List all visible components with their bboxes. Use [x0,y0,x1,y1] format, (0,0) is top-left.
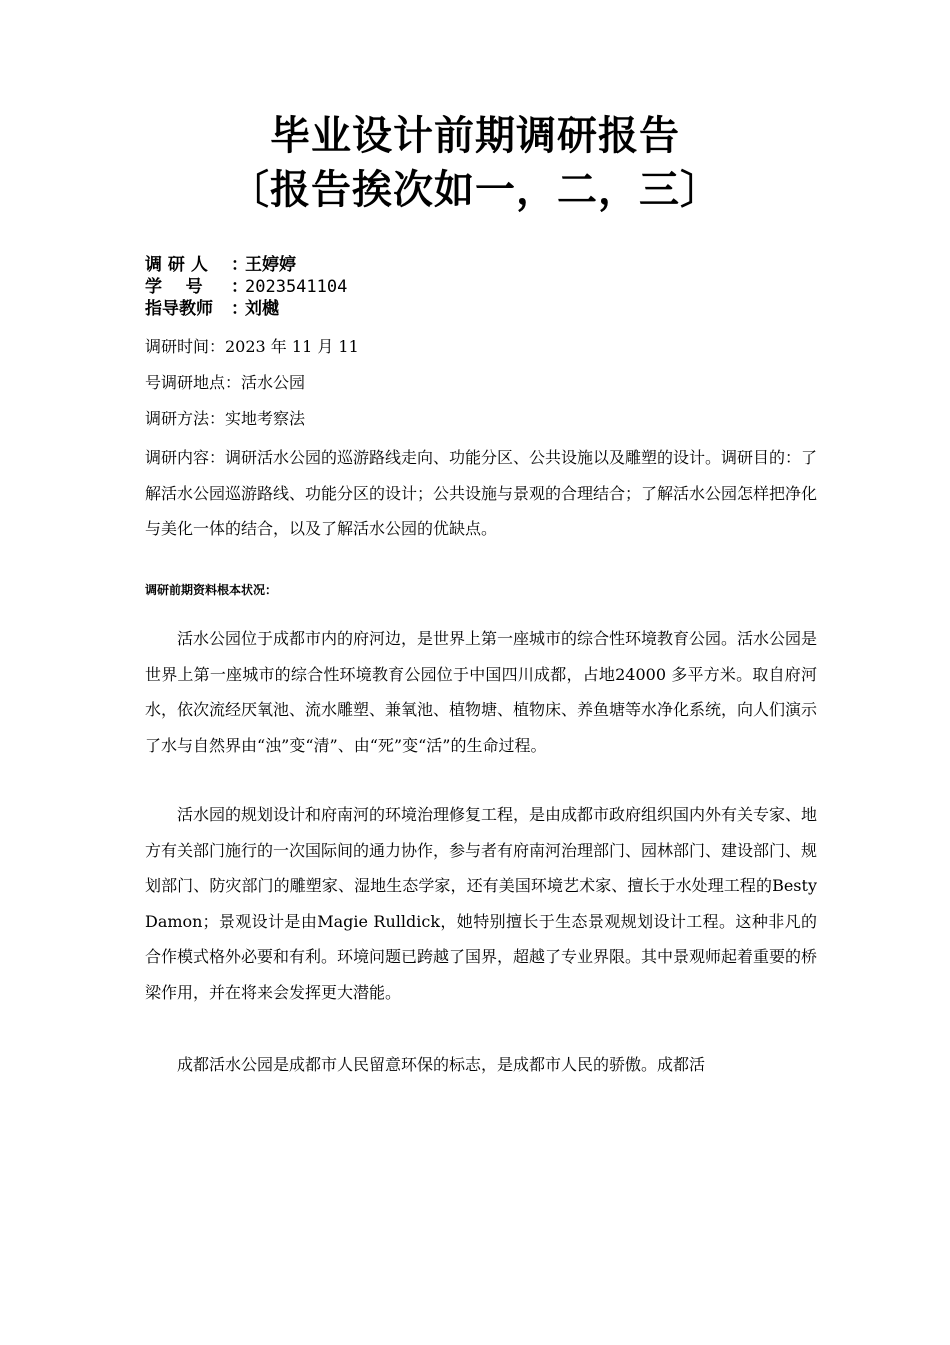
research-content-paragraph: 调研内容：调研活水公园的巡游路线走向、功能分区、公共设施以及雕塑的设计。调研目的：了解活水公园巡游路线、功能分区的设计；公共设施与景观的合理结合；了解活水公园怎样把净化与美化一体的结合，以及了解活水公园的优缺点。 [145,448,818,538]
advisor-value: 刘樾 [245,299,279,319]
research-time: 调研时间：2023 年 11 月 11 [145,337,359,356]
advisor-label: 指导教师 [145,299,219,319]
body-paragraph-2: 活水园的规划设计和府南河的环境治理修复工程，是由成都市政府组织国内外有关专家、地方有关部门施行的一次国际间的通力协作，参与者有府南河治理部门、园林部门、建设部门、规划部门、防灾部门的雕塑家、湿地生态学家，还有美国环境艺术家、擅长于水处理工程的Besty Damon；景观设计是由Magie Rulldick，她特别擅长于生态景观规划设计工程。这种非凡的合作模式格外必要和有利。环境问题已跨越了国界，超越了专业界限。其中景观师起着重要的桥梁作用，并在将来会发挥更大潜能。 [145,805,818,1002]
research-place: 号调研地点：活水公园 [145,373,306,392]
researcher-value: 王婷婷 [245,255,296,275]
body-paragraph-3: 成都活水公园是成都市人民留意环保的标志，是成都市人民的骄傲。成都活 [177,1055,706,1074]
advisor-colon: ： [231,299,248,319]
student-id-colon: ： [231,277,248,297]
student-id-row [145,276,347,298]
researcher-label: 调 研 人 [145,255,214,275]
advisor-row [145,298,279,320]
report-title: 毕业设计前期调研报告 [270,113,680,159]
research-method: 调研方法：实地考察法 [145,409,306,428]
researcher-colon: ： [231,255,248,275]
student-id-value: 2023541104 [245,277,348,297]
student-id-label: 学 号 [145,277,209,297]
body-paragraph-1: 活水公园位于成都市内的府河边，是世界上第一座城市的综合性环境教育公园。活水公园是世界上第一座城市的综合性环境教育公园位于中国四川成都，占地24000 多平方米。取自府河水，依次流经厌氧池、流水雕塑、兼氧池、植物塘、植物床、养鱼塘等水净化系统，向人们演示了水与自然界由“浊”变“清”、由“死”变“活”的生命过程。 [145,629,818,755]
report-subtitle: 〔报告挨次如一，二，三〕 [229,167,721,213]
researcher-row [145,254,296,276]
section-heading: 调研前期资料根本状况： [145,583,278,597]
